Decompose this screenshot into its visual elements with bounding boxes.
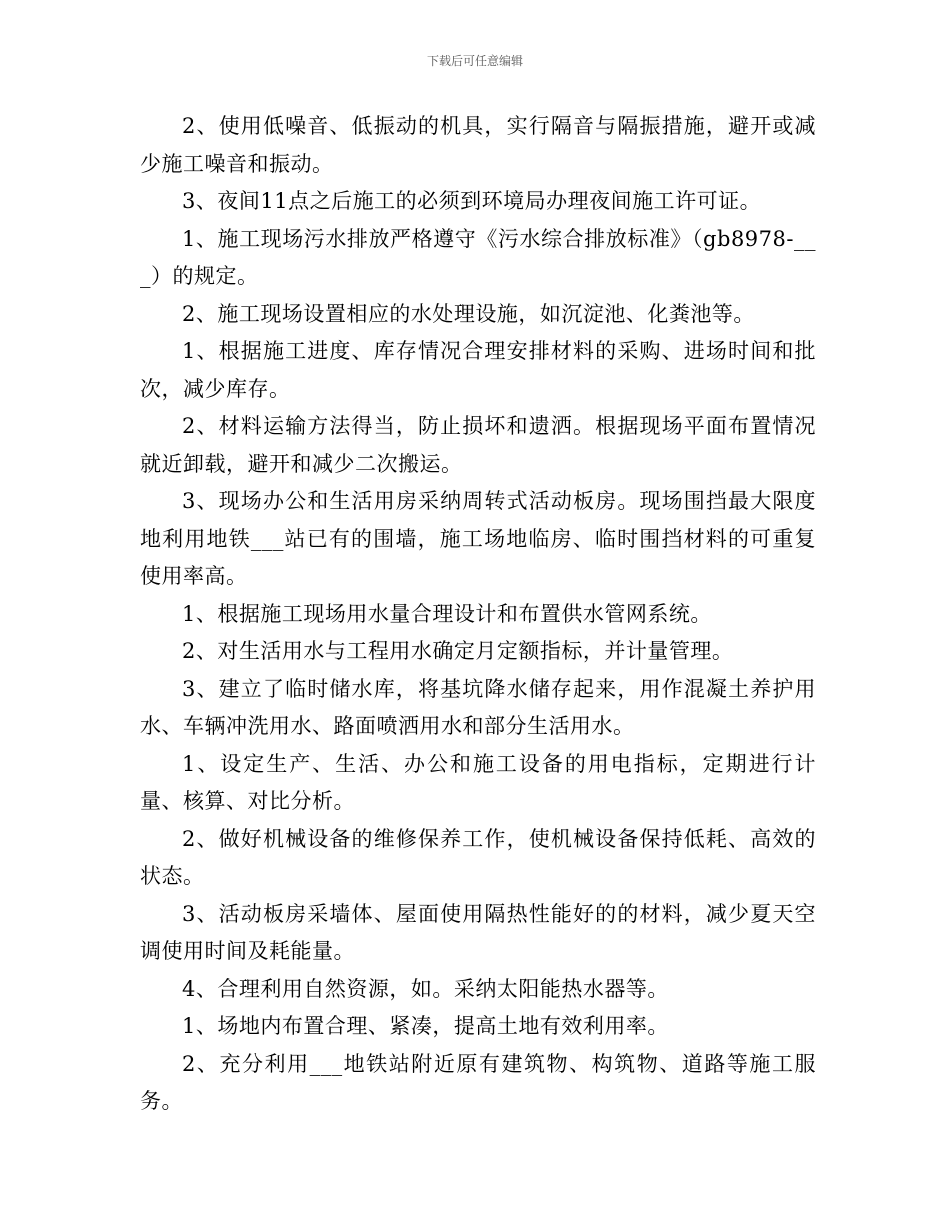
- paragraph-night-permit: 3、夜间11点之后施工的必须到环境局办理夜间施工许可证。: [182, 189, 762, 213]
- paragraph-equipment-maintenance: 2、做好机械设备的维修保养工作，使机械设备保持低耗、高效的状态。: [140, 826, 816, 888]
- paragraph-water-supply-network: 1、根据施工现场用水量合理设计和布置供水管网系统。: [182, 601, 712, 626]
- paragraph-water-quota: 2、对生活用水与工程用水确定月定额指标，并计量管理。: [182, 639, 734, 663]
- paragraph-material-purchase: 1、根据施工进度、库存情况合理安排材料的采购、进场时间和批次，减少库存。: [140, 339, 816, 401]
- paragraph-insulation-materials: 3、活动板房采墙体、屋面使用隔热性能好的的材料，减少夏天空调使用时间及耗能量。: [140, 901, 816, 963]
- paragraph-material-transport: 2、材料运输方法得当，防止损坏和遗洒。根据现场平面布置情况就近卸载，避开和减少二次搬运。: [140, 414, 816, 476]
- paragraph-natural-resources: 4、合理利用自然资源，如。采纳太阳能热水器等。: [182, 976, 669, 1001]
- paragraph-water-reservoir: 3、建立了临时储水库，将基坑降水储存起来，用作混凝土养护用水、车辆冲洗用水、路面喷洒用水和部分生活用水。: [140, 676, 816, 738]
- paragraph-power-indicators: 1、设定生产、生活、办公和施工设备的用电指标，定期进行计量、核算、对比分析。: [140, 751, 816, 813]
- document-body: [140, 108, 816, 1121]
- paragraph-existing-buildings: 2、充分利用___地铁站附近原有建筑物、构筑物、道路等施工服务。: [140, 1051, 816, 1113]
- paragraph-site-layout: 1、场地内布置合理、紧凑，提高土地有效利用率。: [182, 1014, 669, 1038]
- paragraph-noise-equipment: 2、使用低噪音、低振动的机具，实行隔音与隔振措施，避开或减少施工噪音和振动。: [140, 114, 816, 176]
- paragraph-water-treatment: 2、施工现场设置相应的水处理设施，如沉淀池、化粪池等。: [182, 301, 755, 326]
- paragraph-temporary-housing: 3、现场办公和生活用房采纳周转式活动板房。现场围挡最大限度地利用地铁___站已有的围墙，施工场地临房、临时围挡材料的可重复使用率高。: [140, 489, 816, 588]
- paragraph-sewage-standard: 1、施工现场污水排放严格遵守《污水综合排放标准》（gb8978-___）的规定。: [140, 226, 816, 288]
- page-header: 下载后可任意编辑: [426, 54, 523, 68]
